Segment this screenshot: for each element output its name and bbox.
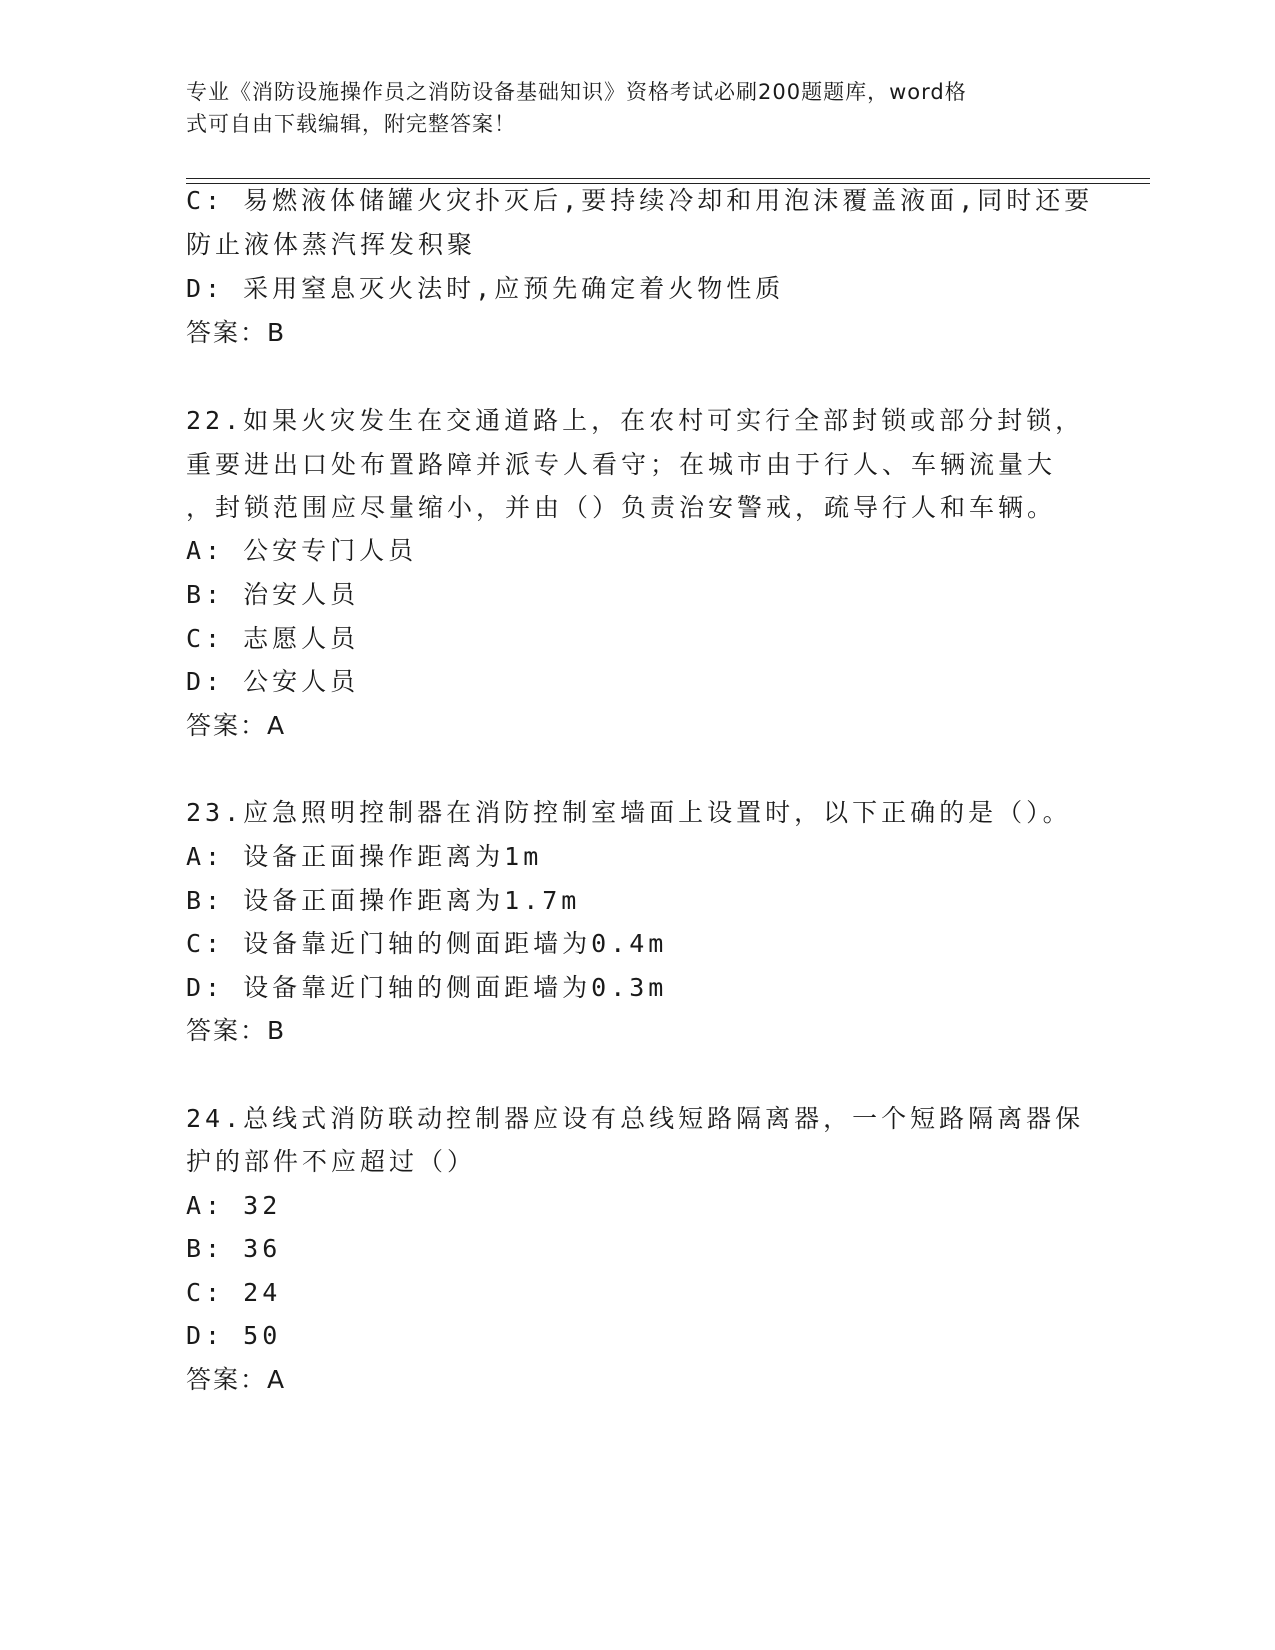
q22-option-a: A: 公安专门人员 — [186, 536, 418, 565]
q22-stem-line-2: 重要进出口处布置路障并派专人看守；在城市由于行人、车辆流量大 — [186, 450, 1057, 479]
q23-answer: 答案：B — [186, 1016, 287, 1045]
q24-stem-line-1: 24.总线式消防联动控制器应设有总线短路隔离器，一个短路隔离器保 — [186, 1104, 1085, 1133]
header-divider-top — [186, 178, 1150, 179]
q24-option-c: C: 24 — [186, 1278, 282, 1307]
q21-answer: 答案：B — [186, 318, 287, 347]
q21-option-d: D: 采用窒息灭火法时,应预先确定着火物性质 — [186, 274, 785, 303]
q23-stem-line-1: 23.应急照明控制器在消防控制室墙面上设置时，以下正确的是（）。 — [186, 798, 1072, 827]
q23-option-a: A: 设备正面操作距离为1m — [186, 842, 543, 871]
q24-answer: 答案：A — [186, 1365, 287, 1394]
q22-stem-line-3: ，封锁范围应尽量缩小，并由（）负责治安警戒，疏导行人和车辆。 — [186, 493, 1057, 522]
q24-option-d: D: 50 — [186, 1321, 282, 1350]
q24-option-b: B: 36 — [186, 1234, 282, 1263]
q22-answer: 答案：A — [186, 711, 287, 740]
q22-option-c: C: 志愿人员 — [186, 624, 360, 653]
q23-option-d: D: 设备靠近门轴的侧面距墙为0.3m — [186, 973, 668, 1002]
q23-option-b: B: 设备正面操作距离为1.7m — [186, 886, 581, 915]
q24-option-a: A: 32 — [186, 1191, 282, 1220]
document-header — [186, 76, 1066, 140]
q23-option-c: C: 设备靠近门轴的侧面距墙为0.4m — [186, 929, 668, 958]
q22-option-d: D: 公安人员 — [186, 667, 360, 696]
header-line-1: 专业《消防设施操作员之消防设备基础知识》资格考试必刷200题题库，word格 — [186, 80, 967, 104]
q24-stem-line-2: 护的部件不应超过（） — [186, 1147, 477, 1176]
header-line-2: 式可自由下载编辑，附完整答案！ — [186, 112, 516, 136]
q21-option-c-line-1: C: 易燃液体储罐火灾扑灭后,要持续冷却和用泡沫覆盖液面,同时还要 — [186, 186, 1094, 215]
q22-option-b: B: 治安人员 — [186, 580, 360, 609]
q21-option-c-line-2: 防止液体蒸汽挥发积聚 — [186, 230, 477, 259]
q22-stem-line-1: 22.如果火灾发生在交通道路上，在农村可实行全部封锁或部分封锁， — [186, 406, 1085, 435]
